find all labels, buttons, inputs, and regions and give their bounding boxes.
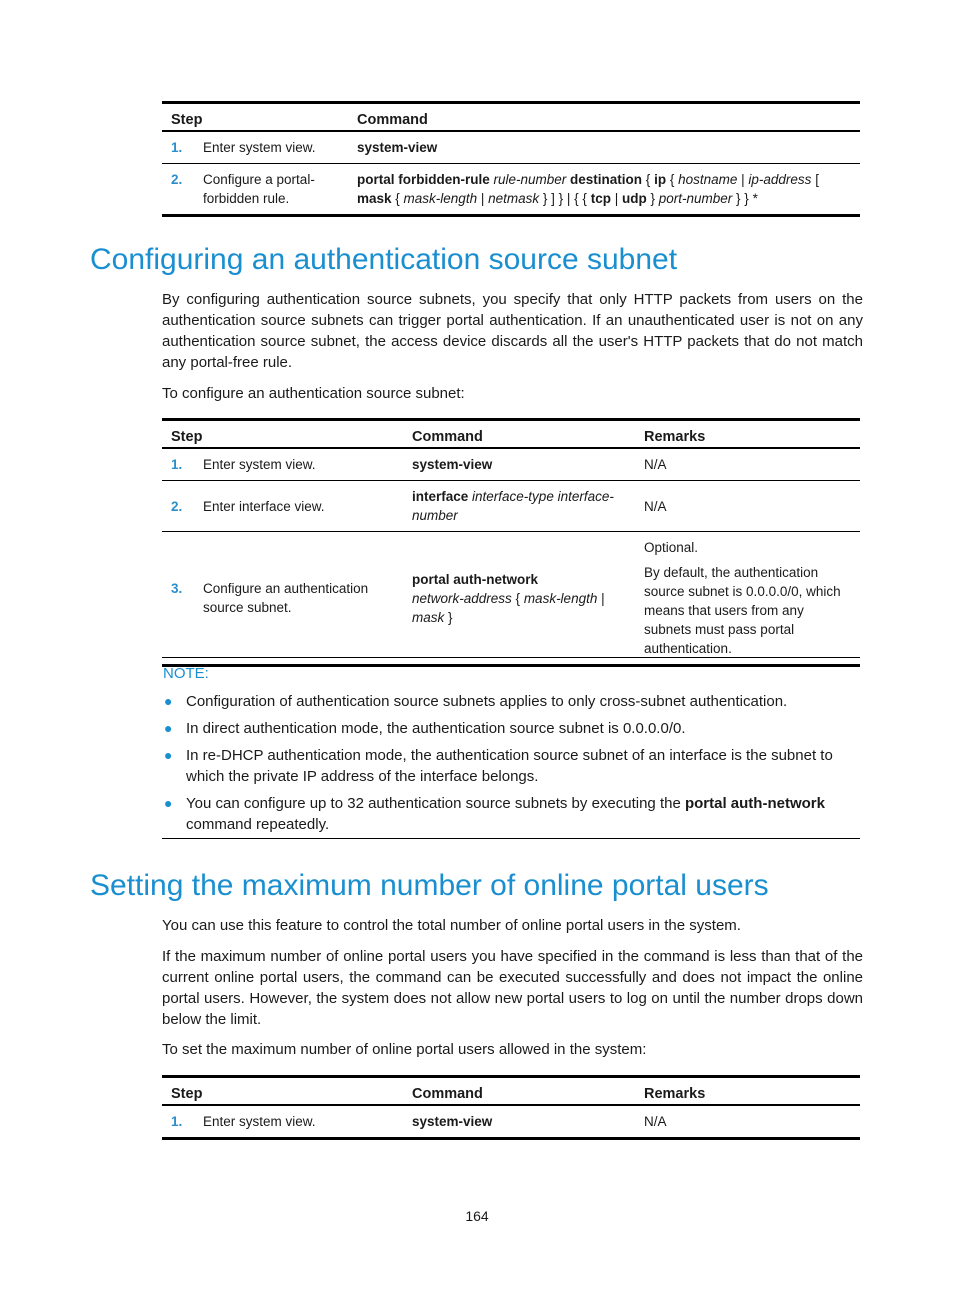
remark-text: N/A [644, 498, 667, 514]
paragraph: To set the maximum number of online portal users allowed in the system: [162, 1041, 647, 1058]
step-text: Enter system view. [203, 457, 316, 472]
remark-text: N/A [644, 1114, 667, 1129]
list-item [162, 793, 862, 835]
command-cell: interface interface-type interface-number [412, 489, 614, 523]
list-item [162, 691, 862, 712]
step-cell [162, 532, 403, 666]
step-number: 2. [171, 172, 183, 187]
command-cell: system-view [412, 457, 493, 472]
section-heading-max-online-users: Setting the maximum number of online portal users [90, 869, 769, 902]
note-text: Configuration of authentication source subnets applies to only cross-subnet authentication. [186, 693, 788, 710]
header-step: Step [171, 1086, 203, 1102]
list-item [162, 745, 862, 787]
list-item [162, 718, 862, 739]
step-text: Enter system view. [203, 1114, 316, 1129]
paragraph: By configuring authentication source subnets, you specify that only HTTP packets from users on the authentication source subnets can trigger portal authentication. If an unauthenticated user is not on any authentication source subnet, the access device discards all the user's HTTP packets that do not match any portal-free rule. [162, 291, 863, 371]
step-text: Enter interface view. [203, 498, 325, 514]
page-number: 164 [465, 1208, 489, 1224]
note-text: In re-DHCP authentication mode, the authentication source subnet of an interface is the subnet to which the private IP address of the interface belongs. [186, 747, 833, 785]
table-header-row [162, 103, 860, 132]
step-text: Enter system view. [203, 140, 316, 155]
note-list [162, 691, 862, 841]
table-row [162, 131, 860, 164]
step-cell [162, 448, 403, 481]
remarks-cell [635, 1105, 860, 1139]
step-number: 1. [171, 1114, 183, 1129]
paragraph: You can use this feature to control the total number of online portal users in the system. [162, 917, 741, 934]
header-command: Command [412, 1086, 483, 1102]
remark-text: Optional. [644, 540, 699, 555]
table-row [162, 448, 860, 481]
portal-forbidden-rule-table [162, 101, 860, 217]
table-row [162, 481, 860, 532]
note-text: You can configure up to 32 authentication source subnets by executing the portal auth-network command repeatedly. [186, 795, 825, 833]
header-command: Command [357, 112, 428, 128]
step-number: 3. [171, 581, 183, 596]
bullet-icon: ● [164, 747, 173, 763]
command-cell: portal auth-network network-address { mask-length | mask } [412, 571, 605, 625]
paragraph: If the maximum number of online portal users you have specified in the command is less than that of the current online portal users, the command can be executed successfully and does not impact the online portal users. However, the system does not allow new portal users to log on until the number drops down below the limit. [162, 948, 863, 1028]
bullet-icon: ● [164, 720, 173, 736]
bullet-icon: ● [164, 795, 173, 811]
note-text: In direct authentication mode, the authentication source subnet is 0.0.0.0/0. [186, 720, 686, 737]
table-row [162, 532, 860, 666]
header-remarks: Remarks [644, 429, 706, 445]
command-cell: system-view [357, 140, 438, 155]
note-label: NOTE: [163, 665, 209, 682]
command-cell: portal forbidden-rule rule-number destination { ip { hostname | ip-address [ mask { mask-length | netmask } ] } | { { tcp | udp } port-number } } * [357, 172, 819, 206]
step-number: 1. [171, 140, 183, 155]
header-command: Command [412, 429, 483, 445]
step-number: 1. [171, 457, 183, 472]
remarks-cell [635, 481, 860, 532]
step-number: 2. [171, 498, 183, 514]
header-remarks: Remarks [644, 1086, 706, 1102]
step-text: Configure a portal-forbidden rule. [203, 172, 315, 206]
remarks-cell [635, 448, 860, 481]
table-header-row [162, 420, 860, 449]
step-cell [162, 481, 403, 532]
step-cell [162, 1105, 403, 1139]
command-cell: system-view [412, 1114, 493, 1129]
auth-source-subnet-table [162, 418, 860, 667]
table-header-row [162, 1077, 860, 1106]
table-row [162, 1105, 860, 1139]
section-heading-auth-source-subnet: Configuring an authentication source subnet [90, 243, 678, 276]
max-online-users-table [162, 1075, 860, 1140]
header-step: Step [171, 112, 203, 128]
step-cell [162, 131, 348, 164]
remarks-cell [635, 532, 860, 666]
table-row [162, 164, 860, 216]
bullet-icon: ● [164, 693, 173, 709]
remark-text: By default, the authentication source subnet is 0.0.0.0/0, which means that users from any subnets must pass portal authentication. [644, 565, 841, 656]
header-step: Step [171, 429, 203, 445]
paragraph: To configure an authentication source subnet: [162, 385, 465, 402]
step-cell [162, 164, 348, 216]
step-text: Configure an authentication source subnet. [203, 581, 369, 615]
remark-text: N/A [644, 457, 667, 472]
